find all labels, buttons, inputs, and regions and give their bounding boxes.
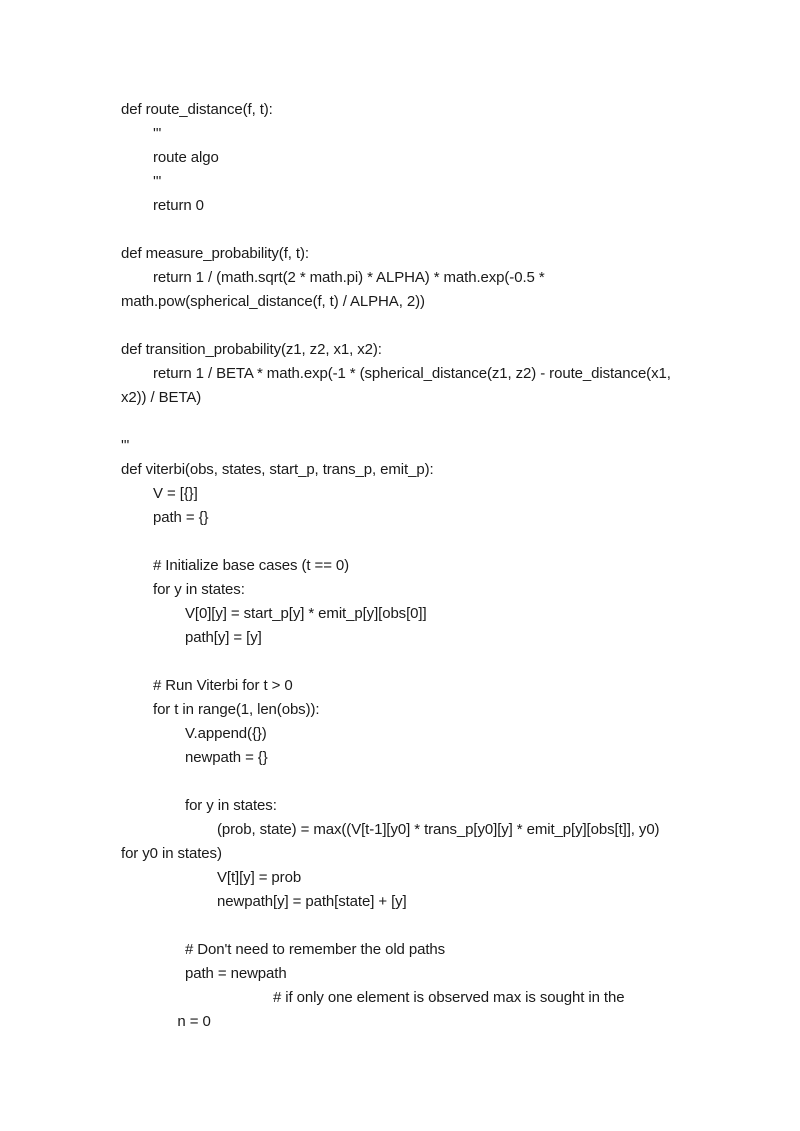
code-line: def transition_probability(z1, z2, x1, x2):	[121, 341, 382, 358]
code-line: for y in states:	[153, 581, 245, 598]
code-comment-line: # Initialize base cases (t == 0)	[153, 557, 350, 574]
code-line: '''	[121, 437, 130, 454]
code-line-with-comment	[121, 986, 721, 1030]
code-line: V.append({})	[185, 725, 267, 742]
blank-line	[121, 410, 721, 434]
code-line: for y in states:	[185, 797, 277, 814]
code-line: return 1 / (math.sqrt(2 * math.pi) * ALPHA) * math.exp(-0.5 *	[153, 269, 545, 286]
code-statement: n = 0	[177, 1013, 211, 1030]
code-line: (prob, state) = max((V[t-1][y0] * trans_p[y0][y] * emit_p[y][obs[t]], y0)	[217, 821, 660, 838]
code-line: math.pow(spherical_distance(f, t) / ALPHA, 2))	[121, 293, 425, 310]
code-line: '''	[153, 173, 162, 190]
code-listing	[121, 98, 721, 1030]
code-line: def route_distance(f, t):	[121, 101, 273, 118]
code-line: x2)) / BETA)	[121, 389, 202, 406]
code-line: for y0 in states)	[121, 845, 222, 862]
code-line: V = [{}]	[153, 485, 198, 502]
code-line: path = newpath	[185, 965, 287, 982]
code-line: newpath[y] = path[state] + [y]	[217, 893, 407, 910]
blank-line	[121, 314, 721, 338]
blank-line	[121, 914, 721, 938]
code-line: for t in range(1, len(obs)):	[153, 701, 320, 718]
code-line: def measure_probability(f, t):	[121, 245, 309, 262]
code-line: route algo	[153, 149, 219, 166]
code-line: return 1 / BETA * math.exp(-1 * (spherical_distance(z1, z2) - route_distance(x1,	[153, 365, 671, 382]
code-line: return 0	[153, 197, 204, 214]
code-line: path[y] = [y]	[185, 629, 262, 646]
blank-line	[121, 218, 721, 242]
blank-line	[121, 530, 721, 554]
code-line: path = {}	[153, 509, 209, 526]
code-comment-line: # Don't need to remember the old paths	[185, 941, 446, 958]
code-line: V[0][y] = start_p[y] * emit_p[y][obs[0]]	[185, 605, 427, 622]
code-comment-line: # Run Viterbi for t > 0	[153, 677, 293, 694]
inline-comment: # if only one element is observed max is sought in the	[273, 989, 625, 1006]
code-line: newpath = {}	[185, 749, 268, 766]
code-line: V[t][y] = prob	[217, 869, 302, 886]
code-line: def viterbi(obs, states, start_p, trans_p, emit_p):	[121, 461, 434, 478]
blank-line	[121, 650, 721, 674]
code-line: '''	[153, 125, 162, 142]
blank-line	[121, 770, 721, 794]
